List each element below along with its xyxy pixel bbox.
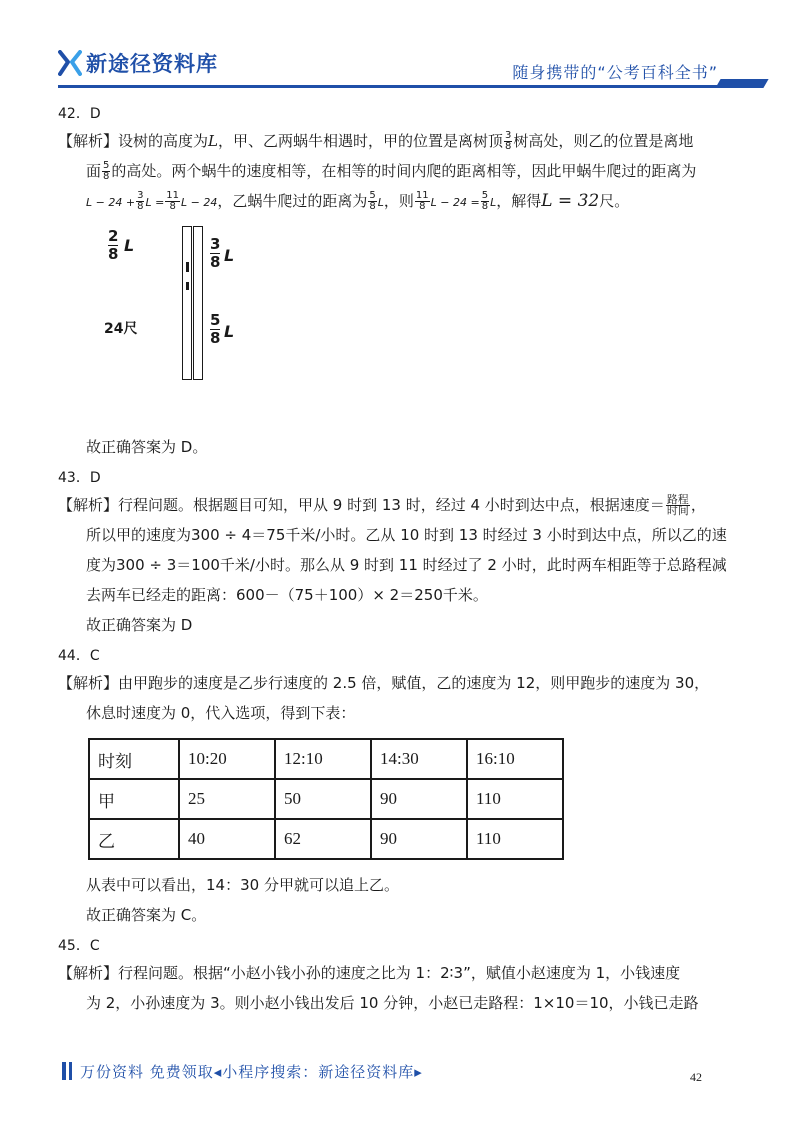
- question-43-explanation: [58, 490, 748, 610]
- explanation-tag: 【解析】: [58, 496, 119, 514]
- fraction: [102, 161, 110, 182]
- q42-text: 尺。: [599, 192, 630, 210]
- frac-num: 5: [210, 311, 221, 329]
- frac-num: 5: [369, 190, 376, 201]
- fraction: [504, 131, 512, 152]
- fraction: [666, 495, 690, 516]
- q43-line-2: 所以甲的速度为300 ÷ 4＝75千米/小时。乙从 10 时到 13 时经过 3 小时到达中点，所以乙的速: [86, 526, 727, 544]
- table-cell: 乙: [89, 819, 179, 859]
- math-expr: L: [490, 196, 497, 209]
- table-cell: 甲: [89, 779, 179, 819]
- tree-diagram: [104, 226, 304, 426]
- q44-line-3: 从表中可以看出，14：30 分甲就可以追上乙。: [86, 876, 399, 894]
- diagram-var: L: [124, 236, 135, 255]
- footer-promo: 万份资料 免费领取◂小程序搜索：新途径资料库▸: [80, 1063, 423, 1081]
- tree-marker: [186, 282, 189, 290]
- logo-text: 新途径资料库: [86, 52, 218, 76]
- q42-text: 树高处，则乙的位置是离地: [513, 132, 694, 150]
- frac-num: 5: [103, 160, 110, 171]
- question-44-number: 44．C: [58, 648, 100, 664]
- table-row: [89, 819, 563, 859]
- explanation-tag: 【解析】: [58, 964, 119, 982]
- math-expr: L: [377, 196, 384, 209]
- q42-conclusion: 故正确答案为 D。: [86, 438, 208, 456]
- q42-text: ，则: [383, 192, 414, 210]
- frac-den: 时间: [666, 504, 689, 517]
- q43-line-3: 度为300 ÷ 3＝100千米/小时。那么从 9 时到 11 时经过了 2 小时，此时两车相距等于总路程减: [86, 556, 727, 574]
- tree-bar-right: [193, 226, 203, 380]
- frac-den: 8: [137, 201, 144, 212]
- q42-var-L: L: [208, 132, 218, 150]
- frac-num: 11: [415, 190, 429, 201]
- speed-table: [88, 738, 564, 860]
- fraction: [165, 191, 180, 212]
- table-cell: 16:10: [467, 739, 563, 779]
- explanation-tag: 【解析】: [58, 132, 119, 150]
- question-42-number: 42．D: [58, 106, 101, 122]
- tree-bar-left: [182, 226, 192, 380]
- q42-line-3: [58, 186, 748, 218]
- q42-text: 面: [86, 162, 102, 180]
- page-header: [0, 0, 800, 90]
- q45-text: 行程问题。根据“小赵小钱小孙的速度之比为 1：2∶3”，赋值小赵速度为 1，小钱速度: [118, 964, 681, 982]
- fraction: [368, 191, 376, 212]
- frac-den: 8: [481, 201, 489, 212]
- tree-marker: [186, 262, 189, 272]
- frac-den: 8: [369, 201, 376, 212]
- question-42-explanation: [58, 126, 748, 218]
- table-cell: 14:30: [371, 739, 467, 779]
- header-accent: [715, 79, 768, 88]
- math-expr: L =: [145, 196, 165, 209]
- frac-den: 8: [108, 245, 119, 263]
- q45-line-1: [58, 958, 748, 988]
- frac-num: 11: [166, 190, 180, 201]
- table-cell: 25: [179, 779, 275, 819]
- q43-text: ，: [690, 496, 706, 514]
- frac-den: 8: [505, 141, 512, 152]
- q42-text: ，解得: [496, 192, 542, 210]
- q44-line-1: [58, 668, 748, 698]
- q42-text: ，乙蜗牛爬过的距离为: [217, 192, 368, 210]
- diagram-label-24: 24尺: [104, 321, 138, 337]
- frac-den: 8: [169, 201, 176, 212]
- q44-text: 由甲跑步的速度是乙步行速度的 2.5 倍，赋值，乙的速度为 12，则甲跑步的速度为 30，: [118, 674, 710, 692]
- diagram-var: L: [224, 322, 235, 341]
- math-expr: L − 24 =: [430, 196, 480, 209]
- question-44-explanation: [58, 668, 748, 728]
- frac-den: 8: [210, 253, 221, 271]
- table-cell: 40: [179, 819, 275, 859]
- frac-num: 路程: [666, 493, 689, 506]
- frac-num: 3: [210, 235, 221, 253]
- diagram-fraction-3-8: [210, 236, 220, 271]
- table-cell: 90: [371, 779, 467, 819]
- page-content: [58, 98, 748, 1018]
- diagram-var: L: [224, 246, 235, 265]
- q43-line-4: 去两车已经走的距离：600－（75＋100）× 2＝250千米。: [86, 586, 488, 604]
- logo: [58, 48, 218, 78]
- logo-x-icon: [58, 50, 82, 76]
- footer-bar-icon: [69, 1062, 72, 1080]
- question-45-explanation: [58, 958, 748, 1018]
- frac-num: 3: [505, 130, 512, 141]
- q43-text: 行程问题。根据题目可知，甲从 9 时到 13 时，经过 4 小时到达中点，根据速度＝: [118, 496, 665, 514]
- q45-line-2: 为 2，小孙速度为 3。则小赵小钱出发后 10 分钟，小赵已走路程：1×10＝10，小钱已走路: [86, 994, 699, 1012]
- q42-text: 设树的高度为: [118, 132, 209, 150]
- diagram-fraction-5-8: [210, 312, 220, 347]
- header-divider: [58, 85, 758, 88]
- q42-text: 的高处。两个蜗牛的速度相等，在相等的时间内爬的距离相等，因此甲蜗牛爬过的距离为: [111, 162, 697, 180]
- q42-text: ，甲、乙两蜗牛相遇时，甲的位置是离树顶: [218, 132, 504, 150]
- q42-line-2: [58, 156, 748, 186]
- question-43-number: 43．D: [58, 470, 101, 486]
- header-slogan: 随身携带的“公考百科全书”: [512, 63, 718, 82]
- table-cell: 10:20: [179, 739, 275, 779]
- q42-line-1: [58, 126, 748, 156]
- table-cell: 12:10: [275, 739, 371, 779]
- frac-num: 5: [481, 190, 489, 201]
- table-cell: 62: [275, 819, 371, 859]
- q43-line-1: [58, 490, 748, 520]
- page-number: 42: [690, 1070, 702, 1084]
- q44-line-2: 休息时速度为 0，代入选项，得到下表：: [86, 704, 356, 722]
- table-cell: 时刻: [89, 739, 179, 779]
- q44-after-table: [58, 870, 748, 900]
- question-45-number: 45．C: [58, 938, 100, 954]
- explanation-tag: 【解析】: [58, 674, 119, 692]
- footer-bar-icon: [62, 1062, 66, 1080]
- table-cell: 110: [467, 779, 563, 819]
- q44-conclusion: 故正确答案为 C。: [86, 906, 207, 924]
- frac-den: 8: [419, 201, 426, 212]
- table-row: [89, 779, 563, 819]
- fraction: [415, 191, 430, 212]
- table-cell: 50: [275, 779, 371, 819]
- table-row: [89, 739, 563, 779]
- frac-num: 3: [137, 190, 144, 201]
- diagram-fraction-2-8: [108, 228, 118, 263]
- frac-den: 8: [103, 171, 110, 182]
- table-cell: 90: [371, 819, 467, 859]
- fraction: [136, 191, 144, 212]
- table-cell: 110: [467, 819, 563, 859]
- frac-den: 8: [210, 329, 221, 347]
- q43-conclusion: 故正确答案为 D: [86, 616, 193, 634]
- math-solution: L = 32: [541, 191, 600, 211]
- math-expr: L − 24: [181, 196, 218, 209]
- frac-num: 2: [108, 227, 119, 245]
- fraction: [481, 191, 489, 212]
- math-expr: L − 24 +: [86, 196, 136, 209]
